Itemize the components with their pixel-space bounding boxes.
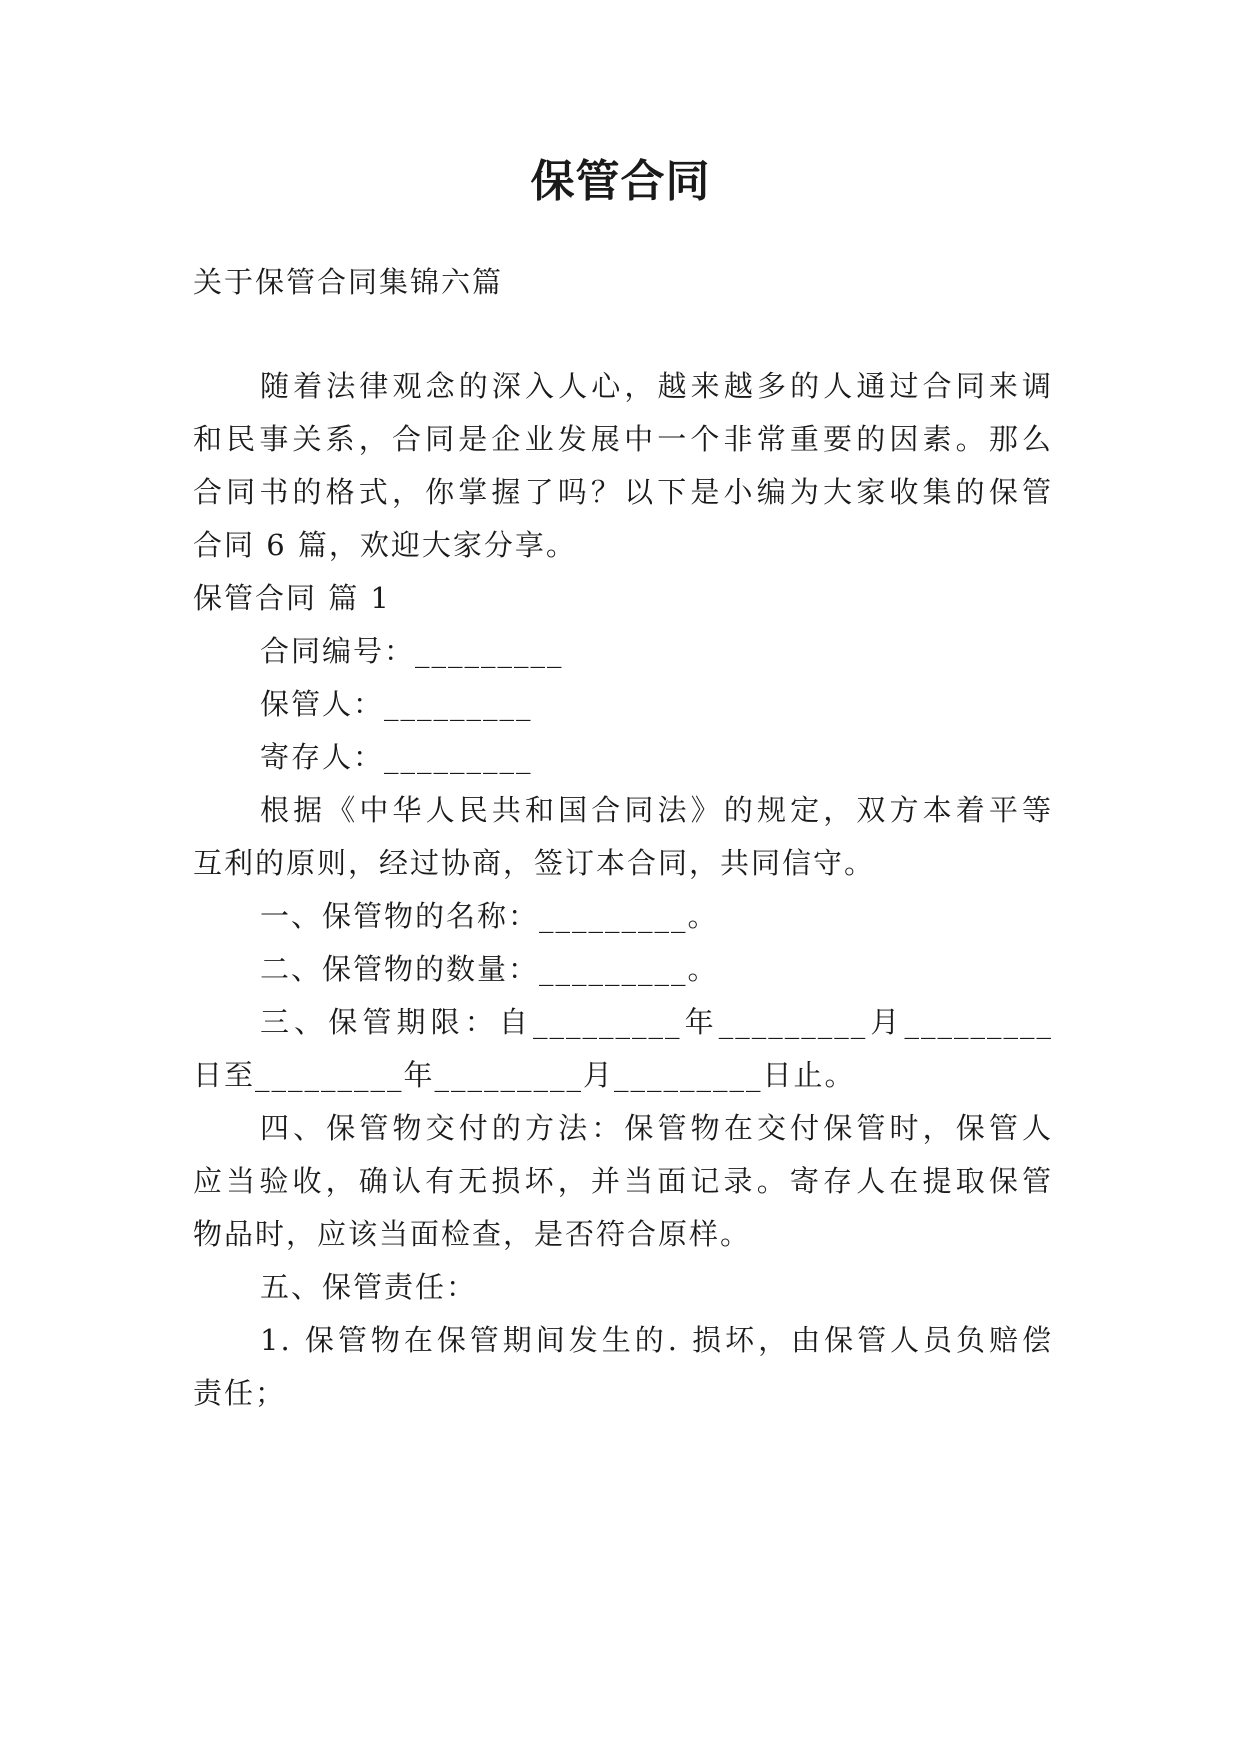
- section-heading: 保管合同 篇 1: [193, 581, 391, 615]
- clause-5-heading: 五、保管责任：: [260, 1270, 478, 1304]
- clause-5-item-1-line-2: 责任；: [193, 1376, 287, 1410]
- custodian-field: 保管人：_________: [260, 687, 533, 721]
- clause-4-line-3: 物品时，应该当面检查，是否符合原样。: [193, 1217, 752, 1251]
- preamble-line-1: 根据《中华人民共和国合同法》的规定，双方本着平等: [260, 793, 1053, 827]
- contract-number-field: 合同编号：_________: [260, 634, 564, 668]
- depositor-field: 寄存人：_________: [260, 740, 533, 774]
- clause-3-line-1: 三、保管期限：自_________年_________月_________: [260, 1005, 1053, 1039]
- subtitle-line: 关于保管合同集锦六篇: [193, 265, 504, 299]
- intro-line-2: 和民事关系，合同是企业发展中一个非常重要的因素。那么: [193, 422, 1053, 456]
- clause-4-line-2: 应当验收，确认有无损坏，并当面记录。寄存人在提取保管: [193, 1164, 1053, 1198]
- clause-5-item-1-line-1: 1. 保管物在保管期间发生的. 损坏，由保管人员负赔偿: [260, 1323, 1053, 1357]
- clause-1: 一、保管物的名称：_________。: [260, 899, 719, 933]
- intro-line-3: 合同书的格式，你掌握了吗？以下是小编为大家收集的保管: [193, 475, 1053, 509]
- clause-3-line-2: 日至_________年_________月_________日止。: [193, 1058, 856, 1092]
- preamble-line-2: 互利的原则，经过协商，签订本合同，共同信守。: [193, 846, 876, 880]
- intro-line-1: 随着法律观念的深入人心，越来越多的人通过合同来调: [260, 369, 1053, 403]
- intro-line-4: 合同 6 篇，欢迎大家分享。: [193, 528, 577, 562]
- clause-4-line-1: 四、保管物交付的方法：保管物在交付保管时，保管人: [260, 1111, 1053, 1145]
- clause-2: 二、保管物的数量：_________。: [260, 952, 719, 986]
- document-title: 保管合同: [530, 156, 711, 207]
